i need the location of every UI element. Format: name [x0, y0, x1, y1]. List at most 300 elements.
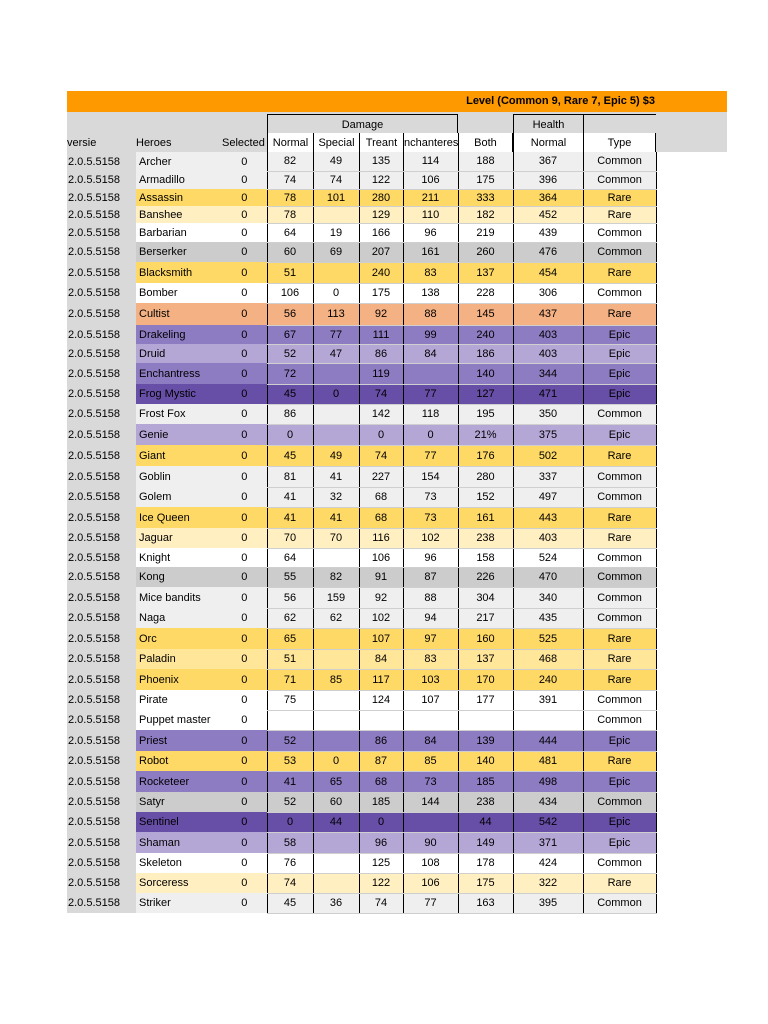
selected-cell[interactable]: 0 [222, 710, 267, 730]
damage-treant-cell[interactable]: 185 [359, 792, 403, 812]
health-normal-cell[interactable]: 497 [513, 487, 583, 507]
damage-both-cell[interactable]: 333 [458, 189, 513, 206]
version-cell[interactable]: 2.0.5.5158 [67, 424, 136, 445]
damage-normal-cell[interactable]: 55 [267, 567, 313, 587]
damage-enchanteres-cell[interactable]: 90 [403, 832, 458, 853]
damage-normal-cell[interactable]: 0 [267, 812, 313, 832]
selected-cell[interactable]: 0 [222, 404, 267, 424]
damage-normal-cell[interactable]: 52 [267, 344, 313, 363]
damage-special-cell[interactable]: 47 [313, 344, 359, 363]
damage-enchanteres-cell[interactable]: 103 [403, 669, 458, 690]
selected-cell[interactable]: 0 [222, 325, 267, 344]
hero-name-cell[interactable]: Barbarian [136, 223, 222, 242]
hero-name-cell[interactable]: Phoenix [136, 669, 222, 690]
hero-name-cell[interactable]: Rocketeer [136, 771, 222, 792]
damage-both-cell[interactable]: 161 [458, 507, 513, 528]
hero-name-cell[interactable]: Priest [136, 730, 222, 751]
selected-cell[interactable]: 0 [222, 303, 267, 325]
version-cell[interactable]: 2.0.5.5158 [67, 730, 136, 751]
type-cell[interactable]: Common [583, 487, 656, 507]
damage-normal-cell[interactable]: 67 [267, 325, 313, 344]
selected-cell[interactable]: 0 [222, 548, 267, 567]
health-normal-cell[interactable]: 367 [513, 152, 583, 171]
selected-cell[interactable]: 0 [222, 853, 267, 873]
damage-enchanteres-cell[interactable]: 0 [403, 424, 458, 445]
hero-name-cell[interactable]: Pirate [136, 690, 222, 710]
damage-treant-cell[interactable]: 86 [359, 730, 403, 751]
damage-enchanteres-cell[interactable]: 114 [403, 152, 458, 171]
type-cell[interactable]: Epic [583, 384, 656, 404]
damage-normal-cell[interactable]: 62 [267, 608, 313, 628]
damage-special-cell[interactable]: 101 [313, 189, 359, 206]
damage-enchanteres-cell[interactable]: 83 [403, 649, 458, 669]
damage-both-cell[interactable]: 182 [458, 206, 513, 223]
selected-cell[interactable]: 0 [222, 669, 267, 690]
type-cell[interactable]: Common [583, 567, 656, 587]
type-cell[interactable]: Common [583, 608, 656, 628]
hero-name-cell[interactable]: Kong [136, 567, 222, 587]
type-cell[interactable]: Common [583, 404, 656, 424]
health-normal-cell[interactable]: 322 [513, 873, 583, 893]
damage-normal-cell[interactable]: 78 [267, 189, 313, 206]
selected-cell[interactable]: 0 [222, 730, 267, 751]
hero-name-cell[interactable]: Jaguar [136, 528, 222, 548]
damage-special-cell[interactable] [313, 628, 359, 649]
damage-treant-cell[interactable]: 280 [359, 189, 403, 206]
damage-both-cell[interactable]: 137 [458, 649, 513, 669]
damage-enchanteres-cell[interactable]: 99 [403, 325, 458, 344]
type-cell[interactable]: Rare [583, 873, 656, 893]
damage-special-cell[interactable]: 0 [313, 751, 359, 771]
damage-normal-cell[interactable] [267, 710, 313, 730]
damage-normal-cell[interactable]: 56 [267, 587, 313, 608]
damage-enchanteres-cell[interactable]: 88 [403, 303, 458, 325]
damage-enchanteres-cell[interactable]: 94 [403, 608, 458, 628]
damage-enchanteres-cell[interactable]: 84 [403, 730, 458, 751]
version-cell[interactable]: 2.0.5.5158 [67, 669, 136, 690]
damage-both-cell[interactable]: 260 [458, 242, 513, 262]
version-cell[interactable]: 2.0.5.5158 [67, 771, 136, 792]
damage-special-cell[interactable] [313, 690, 359, 710]
version-cell[interactable]: 2.0.5.5158 [67, 344, 136, 363]
damage-enchanteres-cell[interactable] [403, 812, 458, 832]
damage-treant-cell[interactable]: 92 [359, 587, 403, 608]
health-normal-cell[interactable]: 439 [513, 223, 583, 242]
version-cell[interactable]: 2.0.5.5158 [67, 445, 136, 466]
damage-treant-cell[interactable]: 84 [359, 649, 403, 669]
damage-special-cell[interactable]: 41 [313, 466, 359, 487]
damage-both-cell[interactable]: 140 [458, 363, 513, 384]
health-normal-cell[interactable]: 344 [513, 363, 583, 384]
type-cell[interactable]: Rare [583, 528, 656, 548]
type-cell[interactable]: Epic [583, 832, 656, 853]
type-cell[interactable]: Rare [583, 669, 656, 690]
selected-cell[interactable]: 0 [222, 893, 267, 913]
hero-name-cell[interactable]: Drakeling [136, 325, 222, 344]
damage-both-cell[interactable]: 137 [458, 262, 513, 283]
damage-special-cell[interactable] [313, 424, 359, 445]
damage-both-cell[interactable]: 195 [458, 404, 513, 424]
damage-treant-cell[interactable]: 0 [359, 424, 403, 445]
damage-both-cell[interactable]: 140 [458, 751, 513, 771]
damage-enchanteres-cell[interactable]: 77 [403, 893, 458, 913]
damage-normal-cell[interactable]: 51 [267, 649, 313, 669]
damage-treant-cell[interactable]: 175 [359, 283, 403, 303]
damage-both-cell[interactable]: 280 [458, 466, 513, 487]
health-normal-cell[interactable]: 443 [513, 507, 583, 528]
hero-name-cell[interactable]: Giant [136, 445, 222, 466]
damage-treant-cell[interactable]: 129 [359, 206, 403, 223]
damage-special-cell[interactable]: 0 [313, 384, 359, 404]
damage-normal-cell[interactable]: 41 [267, 507, 313, 528]
damage-normal-cell[interactable]: 72 [267, 363, 313, 384]
damage-normal-cell[interactable]: 41 [267, 487, 313, 507]
damage-normal-cell[interactable]: 60 [267, 242, 313, 262]
health-normal-cell[interactable]: 395 [513, 893, 583, 913]
damage-treant-cell[interactable]: 135 [359, 152, 403, 171]
version-cell[interactable]: 2.0.5.5158 [67, 792, 136, 812]
damage-both-cell[interactable]: 139 [458, 730, 513, 751]
damage-special-cell[interactable] [313, 404, 359, 424]
selected-cell[interactable]: 0 [222, 466, 267, 487]
damage-normal-cell[interactable]: 45 [267, 893, 313, 913]
hero-name-cell[interactable]: Sorceress [136, 873, 222, 893]
hero-name-cell[interactable]: Archer [136, 152, 222, 171]
version-cell[interactable]: 2.0.5.5158 [67, 262, 136, 283]
damage-both-cell[interactable]: 176 [458, 445, 513, 466]
damage-enchanteres-cell[interactable]: 107 [403, 690, 458, 710]
damage-enchanteres-cell[interactable]: 106 [403, 171, 458, 189]
type-cell[interactable]: Rare [583, 445, 656, 466]
type-cell[interactable]: Epic [583, 424, 656, 445]
type-cell[interactable]: Common [583, 587, 656, 608]
hero-name-cell[interactable]: Sentinel [136, 812, 222, 832]
type-cell[interactable]: Common [583, 548, 656, 567]
damage-both-cell[interactable]: 240 [458, 325, 513, 344]
version-cell[interactable]: 2.0.5.5158 [67, 466, 136, 487]
damage-special-cell[interactable]: 0 [313, 283, 359, 303]
damage-special-cell[interactable] [313, 853, 359, 873]
damage-enchanteres-cell[interactable]: 77 [403, 445, 458, 466]
damage-both-cell[interactable]: 175 [458, 873, 513, 893]
health-normal-cell[interactable]: 396 [513, 171, 583, 189]
type-cell[interactable]: Rare [583, 628, 656, 649]
damage-both-cell[interactable]: 186 [458, 344, 513, 363]
type-cell[interactable]: Common [583, 853, 656, 873]
damage-normal-cell[interactable]: 86 [267, 404, 313, 424]
damage-normal-cell[interactable]: 71 [267, 669, 313, 690]
damage-enchanteres-cell[interactable]: 83 [403, 262, 458, 283]
selected-cell[interactable]: 0 [222, 812, 267, 832]
damage-enchanteres-cell[interactable]: 87 [403, 567, 458, 587]
damage-treant-cell[interactable]: 122 [359, 873, 403, 893]
damage-both-cell[interactable]: 177 [458, 690, 513, 710]
health-normal-cell[interactable] [513, 710, 583, 730]
selected-cell[interactable]: 0 [222, 363, 267, 384]
damage-both-cell[interactable]: 145 [458, 303, 513, 325]
type-cell[interactable]: Common [583, 283, 656, 303]
type-cell[interactable]: Common [583, 466, 656, 487]
damage-treant-cell[interactable]: 68 [359, 507, 403, 528]
damage-treant-cell[interactable]: 116 [359, 528, 403, 548]
selected-cell[interactable]: 0 [222, 690, 267, 710]
health-normal-cell[interactable]: 364 [513, 189, 583, 206]
version-cell[interactable]: 2.0.5.5158 [67, 853, 136, 873]
damage-special-cell[interactable]: 49 [313, 445, 359, 466]
damage-special-cell[interactable]: 82 [313, 567, 359, 587]
hero-name-cell[interactable]: Golem [136, 487, 222, 507]
damage-special-cell[interactable]: 159 [313, 587, 359, 608]
damage-both-cell[interactable]: 226 [458, 567, 513, 587]
damage-special-cell[interactable]: 65 [313, 771, 359, 792]
version-cell[interactable]: 2.0.5.5158 [67, 608, 136, 628]
damage-normal-cell[interactable]: 0 [267, 424, 313, 445]
version-cell[interactable]: 2.0.5.5158 [67, 832, 136, 853]
selected-cell[interactable]: 0 [222, 189, 267, 206]
health-normal-cell[interactable]: 435 [513, 608, 583, 628]
damage-treant-cell[interactable]: 207 [359, 242, 403, 262]
selected-cell[interactable]: 0 [222, 792, 267, 812]
damage-treant-cell[interactable]: 124 [359, 690, 403, 710]
damage-both-cell[interactable]: 304 [458, 587, 513, 608]
damage-treant-cell[interactable] [359, 710, 403, 730]
damage-special-cell[interactable]: 44 [313, 812, 359, 832]
damage-both-cell[interactable]: 175 [458, 171, 513, 189]
damage-special-cell[interactable] [313, 548, 359, 567]
selected-cell[interactable]: 0 [222, 223, 267, 242]
health-normal-cell[interactable]: 481 [513, 751, 583, 771]
type-cell[interactable]: Rare [583, 206, 656, 223]
damage-treant-cell[interactable]: 142 [359, 404, 403, 424]
damage-special-cell[interactable]: 32 [313, 487, 359, 507]
damage-both-cell[interactable]: 170 [458, 669, 513, 690]
damage-enchanteres-cell[interactable] [403, 710, 458, 730]
hero-name-cell[interactable]: Ice Queen [136, 507, 222, 528]
damage-enchanteres-cell[interactable]: 154 [403, 466, 458, 487]
damage-enchanteres-cell[interactable]: 73 [403, 487, 458, 507]
hero-name-cell[interactable]: Druid [136, 344, 222, 363]
selected-cell[interactable]: 0 [222, 171, 267, 189]
hero-name-cell[interactable]: Bomber [136, 283, 222, 303]
type-cell[interactable]: Common [583, 710, 656, 730]
damage-treant-cell[interactable]: 92 [359, 303, 403, 325]
version-cell[interactable]: 2.0.5.5158 [67, 283, 136, 303]
damage-both-cell[interactable]: 21% [458, 424, 513, 445]
type-cell[interactable]: Epic [583, 344, 656, 363]
damage-enchanteres-cell[interactable]: 96 [403, 223, 458, 242]
version-cell[interactable]: 2.0.5.5158 [67, 223, 136, 242]
version-cell[interactable]: 2.0.5.5158 [67, 893, 136, 913]
damage-special-cell[interactable]: 60 [313, 792, 359, 812]
version-cell[interactable]: 2.0.5.5158 [67, 363, 136, 384]
damage-special-cell[interactable]: 77 [313, 325, 359, 344]
hero-name-cell[interactable]: Mice bandits [136, 587, 222, 608]
health-normal-cell[interactable]: 337 [513, 466, 583, 487]
selected-cell[interactable]: 0 [222, 384, 267, 404]
damage-special-cell[interactable] [313, 873, 359, 893]
version-cell[interactable]: 2.0.5.5158 [67, 384, 136, 404]
damage-normal-cell[interactable]: 58 [267, 832, 313, 853]
damage-normal-cell[interactable]: 64 [267, 548, 313, 567]
damage-treant-cell[interactable]: 86 [359, 344, 403, 363]
damage-special-cell[interactable] [313, 710, 359, 730]
damage-special-cell[interactable]: 41 [313, 507, 359, 528]
hero-name-cell[interactable]: Skeleton [136, 853, 222, 873]
damage-enchanteres-cell[interactable]: 211 [403, 189, 458, 206]
damage-special-cell[interactable]: 62 [313, 608, 359, 628]
selected-cell[interactable]: 0 [222, 873, 267, 893]
damage-enchanteres-cell[interactable]: 77 [403, 384, 458, 404]
damage-special-cell[interactable]: 74 [313, 171, 359, 189]
damage-treant-cell[interactable]: 107 [359, 628, 403, 649]
health-normal-cell[interactable]: 452 [513, 206, 583, 223]
damage-normal-cell[interactable]: 82 [267, 152, 313, 171]
hero-name-cell[interactable]: Striker [136, 893, 222, 913]
health-normal-cell[interactable]: 498 [513, 771, 583, 792]
type-cell[interactable]: Common [583, 893, 656, 913]
damage-normal-cell[interactable]: 74 [267, 171, 313, 189]
damage-normal-cell[interactable]: 52 [267, 792, 313, 812]
health-normal-cell[interactable]: 502 [513, 445, 583, 466]
health-normal-cell[interactable]: 454 [513, 262, 583, 283]
health-normal-cell[interactable]: 375 [513, 424, 583, 445]
type-cell[interactable]: Rare [583, 649, 656, 669]
health-normal-cell[interactable]: 468 [513, 649, 583, 669]
damage-normal-cell[interactable]: 45 [267, 445, 313, 466]
type-cell[interactable]: Rare [583, 751, 656, 771]
damage-both-cell[interactable]: 185 [458, 771, 513, 792]
damage-normal-cell[interactable]: 56 [267, 303, 313, 325]
selected-cell[interactable]: 0 [222, 587, 267, 608]
damage-treant-cell[interactable]: 125 [359, 853, 403, 873]
damage-both-cell[interactable]: 238 [458, 792, 513, 812]
hero-name-cell[interactable]: Shaman [136, 832, 222, 853]
damage-treant-cell[interactable]: 106 [359, 548, 403, 567]
damage-special-cell[interactable]: 49 [313, 152, 359, 171]
damage-treant-cell[interactable]: 111 [359, 325, 403, 344]
health-normal-cell[interactable]: 340 [513, 587, 583, 608]
health-normal-cell[interactable]: 371 [513, 832, 583, 853]
damage-special-cell[interactable]: 36 [313, 893, 359, 913]
damage-normal-cell[interactable]: 78 [267, 206, 313, 223]
damage-treant-cell[interactable]: 74 [359, 384, 403, 404]
damage-enchanteres-cell[interactable]: 106 [403, 873, 458, 893]
damage-treant-cell[interactable]: 0 [359, 812, 403, 832]
damage-both-cell[interactable]: 158 [458, 548, 513, 567]
health-normal-cell[interactable]: 542 [513, 812, 583, 832]
damage-treant-cell[interactable]: 227 [359, 466, 403, 487]
selected-cell[interactable]: 0 [222, 242, 267, 262]
version-cell[interactable]: 2.0.5.5158 [67, 528, 136, 548]
health-normal-cell[interactable]: 403 [513, 325, 583, 344]
selected-cell[interactable]: 0 [222, 771, 267, 792]
damage-enchanteres-cell[interactable]: 110 [403, 206, 458, 223]
damage-special-cell[interactable]: 85 [313, 669, 359, 690]
damage-special-cell[interactable] [313, 832, 359, 853]
type-cell[interactable]: Rare [583, 189, 656, 206]
hero-name-cell[interactable]: Orc [136, 628, 222, 649]
damage-both-cell[interactable]: 178 [458, 853, 513, 873]
health-normal-cell[interactable]: 403 [513, 528, 583, 548]
damage-treant-cell[interactable]: 96 [359, 832, 403, 853]
type-cell[interactable]: Common [583, 242, 656, 262]
version-cell[interactable]: 2.0.5.5158 [67, 325, 136, 344]
selected-cell[interactable]: 0 [222, 262, 267, 283]
hero-name-cell[interactable]: Armadillo [136, 171, 222, 189]
selected-cell[interactable]: 0 [222, 487, 267, 507]
damage-special-cell[interactable] [313, 206, 359, 223]
damage-treant-cell[interactable]: 74 [359, 893, 403, 913]
damage-treant-cell[interactable]: 122 [359, 171, 403, 189]
damage-special-cell[interactable]: 69 [313, 242, 359, 262]
selected-cell[interactable]: 0 [222, 507, 267, 528]
version-cell[interactable]: 2.0.5.5158 [67, 690, 136, 710]
hero-name-cell[interactable]: Robot [136, 751, 222, 771]
version-cell[interactable]: 2.0.5.5158 [67, 751, 136, 771]
damage-both-cell[interactable]: 127 [458, 384, 513, 404]
damage-normal-cell[interactable]: 64 [267, 223, 313, 242]
health-normal-cell[interactable]: 525 [513, 628, 583, 649]
health-normal-cell[interactable]: 476 [513, 242, 583, 262]
type-cell[interactable]: Common [583, 223, 656, 242]
health-normal-cell[interactable]: 306 [513, 283, 583, 303]
version-cell[interactable]: 2.0.5.5158 [67, 189, 136, 206]
damage-treant-cell[interactable]: 117 [359, 669, 403, 690]
hero-name-cell[interactable]: Enchantress [136, 363, 222, 384]
damage-both-cell[interactable]: 238 [458, 528, 513, 548]
damage-normal-cell[interactable]: 45 [267, 384, 313, 404]
damage-both-cell[interactable]: 217 [458, 608, 513, 628]
damage-treant-cell[interactable]: 74 [359, 445, 403, 466]
damage-treant-cell[interactable]: 68 [359, 771, 403, 792]
damage-treant-cell[interactable]: 87 [359, 751, 403, 771]
hero-name-cell[interactable]: Paladin [136, 649, 222, 669]
damage-treant-cell[interactable]: 119 [359, 363, 403, 384]
version-cell[interactable]: 2.0.5.5158 [67, 628, 136, 649]
hero-name-cell[interactable]: Cultist [136, 303, 222, 325]
damage-both-cell[interactable]: 228 [458, 283, 513, 303]
damage-both-cell[interactable]: 44 [458, 812, 513, 832]
hero-name-cell[interactable]: Blacksmith [136, 262, 222, 283]
hero-name-cell[interactable]: Frog Mystic [136, 384, 222, 404]
damage-both-cell[interactable]: 149 [458, 832, 513, 853]
damage-normal-cell[interactable]: 74 [267, 873, 313, 893]
type-cell[interactable]: Rare [583, 507, 656, 528]
version-cell[interactable]: 2.0.5.5158 [67, 710, 136, 730]
type-cell[interactable]: Epic [583, 325, 656, 344]
damage-enchanteres-cell[interactable]: 97 [403, 628, 458, 649]
damage-treant-cell[interactable]: 91 [359, 567, 403, 587]
damage-enchanteres-cell[interactable]: 88 [403, 587, 458, 608]
damage-special-cell[interactable] [313, 649, 359, 669]
damage-both-cell[interactable]: 163 [458, 893, 513, 913]
type-cell[interactable]: Common [583, 171, 656, 189]
damage-enchanteres-cell[interactable]: 144 [403, 792, 458, 812]
selected-cell[interactable]: 0 [222, 344, 267, 363]
damage-enchanteres-cell[interactable]: 108 [403, 853, 458, 873]
health-normal-cell[interactable]: 434 [513, 792, 583, 812]
health-normal-cell[interactable]: 470 [513, 567, 583, 587]
version-cell[interactable]: 2.0.5.5158 [67, 507, 136, 528]
version-cell[interactable]: 2.0.5.5158 [67, 206, 136, 223]
version-cell[interactable]: 2.0.5.5158 [67, 152, 136, 171]
hero-name-cell[interactable]: Berserker [136, 242, 222, 262]
selected-cell[interactable]: 0 [222, 528, 267, 548]
damage-special-cell[interactable] [313, 730, 359, 751]
version-cell[interactable]: 2.0.5.5158 [67, 242, 136, 262]
hero-name-cell[interactable]: Satyr [136, 792, 222, 812]
selected-cell[interactable]: 0 [222, 152, 267, 171]
